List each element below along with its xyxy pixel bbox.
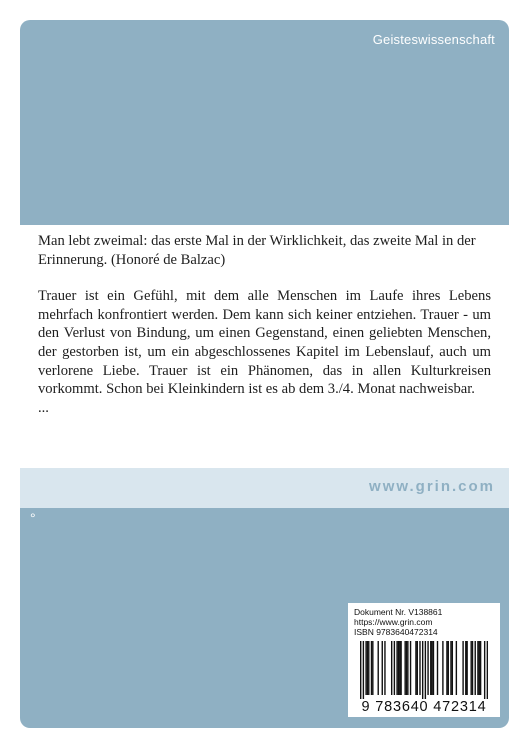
barcode-bar xyxy=(371,641,372,695)
barcode-bar xyxy=(470,641,471,695)
barcode-bar xyxy=(367,641,368,695)
barcode-bar xyxy=(433,641,434,695)
publisher-url-band xyxy=(20,468,509,508)
barcode-bar xyxy=(396,641,397,695)
barcode-bar xyxy=(399,641,400,695)
barcode-bar xyxy=(487,641,488,699)
barcode-bar xyxy=(448,641,449,695)
barcode-bar xyxy=(419,641,420,695)
barcode-bar xyxy=(415,641,416,695)
barcode-bar xyxy=(462,641,463,695)
barcode-bar xyxy=(378,641,379,695)
barcode-bar xyxy=(384,641,385,695)
barcode-bar xyxy=(391,641,392,695)
barcode-bar xyxy=(398,641,399,695)
barcode-bar xyxy=(394,641,395,695)
barcode-digits: 9 783640 472314 xyxy=(361,699,487,715)
barcode-bar xyxy=(372,641,373,695)
barcode-bar xyxy=(427,641,428,695)
barcode-bar xyxy=(368,641,369,695)
degree-mark: ° xyxy=(30,510,36,526)
barcode-icon xyxy=(360,641,488,699)
barcode-bar xyxy=(400,641,401,695)
description-paragraph: Trauer ist ein Gefühl, mit dem alle Menschen im Laufe ihres Lebens mehrfach konfrontiert werden. Dem kann sich keiner entziehen. Trauer - um den Verlust von Bindung, um einen Gegenstand, einen geliebten Menschen, der gestorben ist, um ein abgeschlossenes Kapitel im Lebenslauf, auch um verlorene Liebe. Trauer ist ein Phänomen, das in allen Kulturkreisen vorkommt. Schon bei Kleinkindern ist es ab dem 3./4. Monat nachweisbar. xyxy=(38,288,491,398)
cover-top-panel xyxy=(20,20,509,225)
barcode-bar xyxy=(477,641,478,695)
barcode-bar xyxy=(365,641,366,695)
barcode-bar xyxy=(450,641,451,695)
barcode-bar xyxy=(422,641,423,699)
barcode-bar xyxy=(404,641,405,695)
barcode-bar xyxy=(407,641,408,695)
barcode-bar xyxy=(484,641,485,699)
quote-text: Man lebt zweimal: das erste Mal in der Wirklichkeit, das zweite Mal in der Erinnerung. (Honoré de Balzac) xyxy=(38,233,476,268)
barcode-bar xyxy=(465,641,466,695)
ellipsis-text: ... xyxy=(38,399,49,416)
barcode-bar xyxy=(410,641,411,695)
barcode-label xyxy=(348,603,500,717)
barcode-bar xyxy=(479,641,480,695)
barcode-bar xyxy=(360,641,361,699)
barcode-bar xyxy=(417,641,418,695)
barcode-bar xyxy=(430,641,431,695)
barcode-bar xyxy=(431,641,432,695)
blurb-text xyxy=(38,232,491,417)
barcode-bar xyxy=(446,641,447,695)
barcode-bar xyxy=(480,641,481,695)
barcode-url: https://www.grin.com xyxy=(354,617,433,627)
isbn-number: ISBN 9783640472314 xyxy=(354,627,438,637)
barcode-bar xyxy=(442,641,443,695)
barcode-bar xyxy=(466,641,467,695)
barcode-bar xyxy=(406,641,407,695)
barcode-bar xyxy=(475,641,476,695)
barcode-bar xyxy=(382,641,383,695)
barcode-bar xyxy=(425,641,426,699)
barcode-bar xyxy=(363,641,364,699)
barcode-bar xyxy=(472,641,473,695)
document-number: Dokument Nr. V138861 xyxy=(354,607,443,617)
barcode-bar xyxy=(456,641,457,695)
barcode-bar xyxy=(437,641,438,695)
barcode-bar xyxy=(452,641,453,695)
publisher-url: www.grin.com xyxy=(369,478,495,495)
category-label: Geisteswissenschaft xyxy=(372,32,495,47)
